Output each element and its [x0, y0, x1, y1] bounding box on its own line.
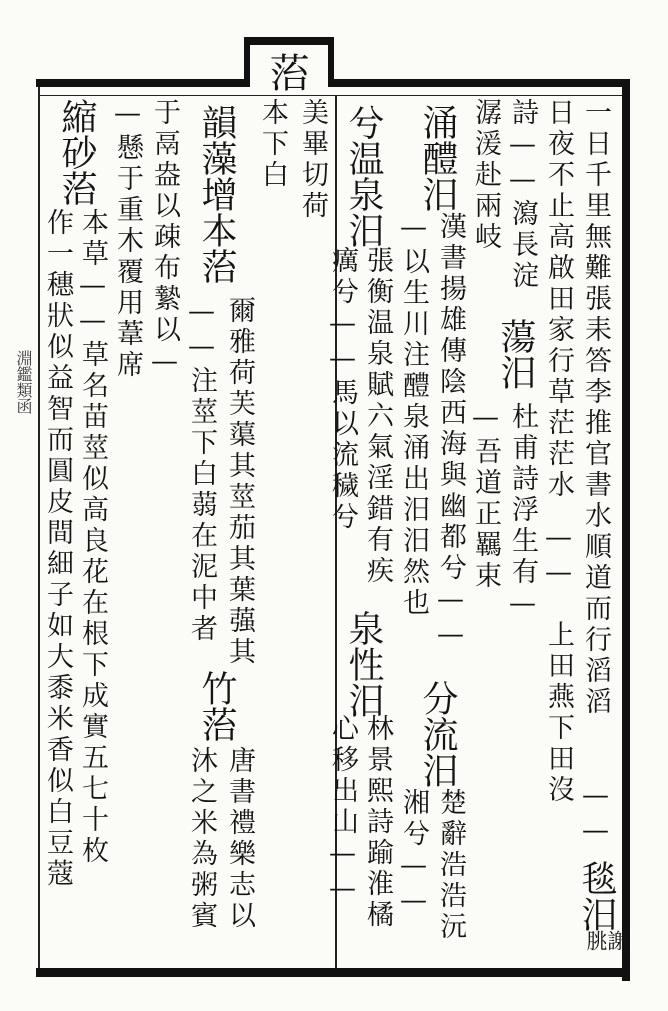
line-zhu: ——注莖下白蒻在泥中者: [186, 296, 217, 645]
frame-left: [38, 87, 40, 968]
line-zuo: 作一穗狀似益智而圓皮間細子如大黍米香似白豆蔻: [42, 208, 73, 890]
line-dang-2: —吾道正羈束: [470, 402, 501, 592]
line-suosha: 本草——草名苗莖似高良花在根下成實五七十枚: [77, 208, 108, 867]
line-riye-dash: ——: [543, 522, 574, 592]
line-xiang: 湘兮——: [398, 788, 429, 920]
line-li: 癘兮——馬以流穢兮: [327, 246, 358, 533]
line-yunzao: 爾雅荷芙蕖其莖茄其葉蔃其: [224, 296, 255, 668]
frame-bottom: [36, 968, 630, 977]
tab-line-1: 美畢切荷: [297, 98, 328, 222]
line-shi-2: 杜甫詩浮生有—: [507, 402, 538, 623]
line-fenliu: 楚辭浩浩沅: [435, 788, 466, 943]
gutter-label: 淵鑑類函: [14, 350, 33, 414]
line-yongli: 漢書揚雄傳陰西海與幽都兮——: [435, 212, 466, 654]
head-yongli: 涌醴汨: [417, 104, 458, 212]
line-yongli-2: —以生川注醴泉涌出汨汨然也: [398, 212, 429, 619]
tab-right: [328, 37, 334, 87]
head-yunzao: 韻藻增本菭: [196, 104, 237, 284]
line-riye: 日夜不止高啟田家行草茫茫水: [543, 98, 574, 501]
note-tiao-2: 朓: [584, 930, 608, 956]
line-wenquan: 張衡温泉賦六氣淫錯有疾: [362, 246, 393, 587]
line-yu: 于鬲盎以疎布縶以—: [149, 98, 180, 381]
frame-top-right: [330, 79, 630, 87]
head-fenliu: 分流汨: [417, 680, 458, 788]
head-wenquan: 兮温泉汨: [343, 104, 384, 248]
tab-top: [244, 37, 334, 45]
line-quanxing: 林景熙詩踰淮橘: [362, 714, 393, 931]
line-shi: 詩——瀉長淀: [507, 98, 538, 292]
head-quanxing: 泉性汨: [343, 610, 384, 718]
line-yiri: 一日千里無難張耒答李推官書水順道而行滔滔: [580, 98, 611, 718]
head-tiao: 毯汨: [576, 860, 617, 932]
tab-left: [244, 37, 250, 87]
note-tiao-1: 謝: [605, 930, 629, 956]
frame-right: [622, 79, 630, 981]
line-li-2: 心移出山——: [327, 714, 358, 908]
head-suosha: 縮砂菭: [56, 98, 97, 206]
head-dang: 蕩汨: [495, 318, 536, 390]
line-mu: 沐之米為粥賓: [186, 746, 217, 932]
line-riye-2: 上田燕下田沒: [543, 620, 574, 806]
line-dang: 潺湲赴兩岐: [470, 98, 501, 253]
inner-top-rule: [40, 95, 622, 96]
tab-heading: 菭: [263, 52, 309, 92]
line-zhu-2: 唐書禮樂志以: [224, 746, 255, 932]
line-xuan: —懸于重木覆用葦席: [112, 98, 143, 381]
tab-line-2: 本下白: [257, 98, 288, 191]
line-yiri-dash: ——: [580, 780, 611, 850]
frame-top-left: [36, 79, 247, 87]
head-zhu: 竹菭: [196, 670, 237, 742]
